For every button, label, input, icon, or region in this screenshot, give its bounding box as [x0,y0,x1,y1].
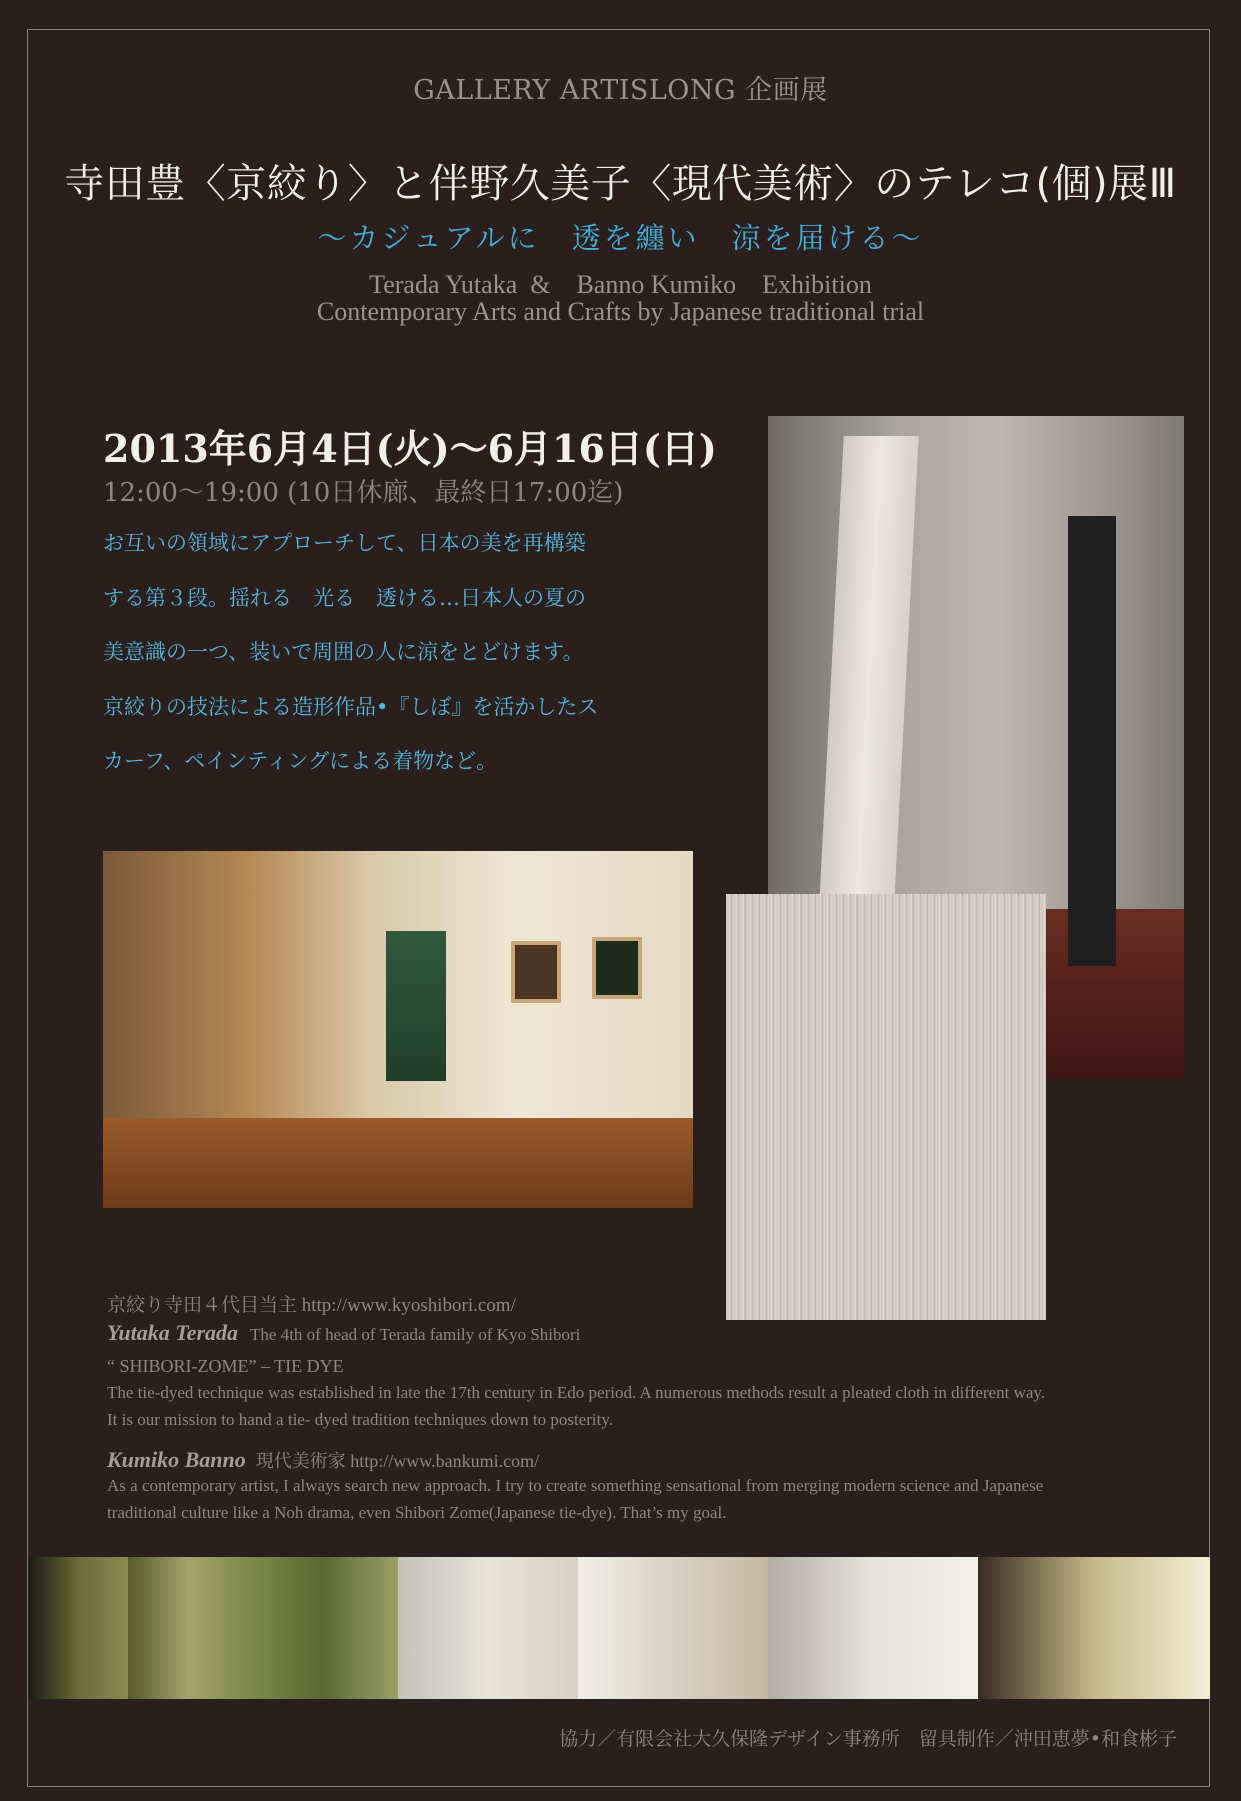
banno-heading [107,1447,539,1473]
english-title-line1: Terada Yutaka & Banno Kumiko Exhibition [369,270,872,299]
footer-credit: 協力／有限会社大久保隆デザイン事務所 留具制作／沖田恵夢•和食彬子 [559,1728,1177,1750]
terada-name: Yutaka Terada [107,1320,239,1345]
exhibition-date: 2013年6月4日(火)〜6月16日(日) [103,426,717,471]
fabric-closeup-photo [726,894,1046,1320]
banno-text: As a contemporary artist, I always search new approach. I try to create something sensational from merging modern science and Japanese [107,1476,1044,1495]
opening-hours: 12:00〜19:00 (10日休廊、最終日17:00迄) [103,478,624,508]
framed-artwork [511,941,561,1003]
gallery-interior-photo [103,851,693,1208]
description-line: する第３段。揺れる 光る 透ける…日本人の夏の [103,585,586,610]
description [103,516,683,789]
photo-strip [28,1557,1210,1699]
framed-artwork [592,937,642,999]
strip-photo [248,1557,398,1699]
exhibition-title: 寺田豊〈京絞り〉と伴野久美子〈現代美術〉のテレコ(個)展Ⅲ [64,161,1177,207]
exhibition-subtitle: 〜カジュアルに 透を纏い 涼を届ける〜 [317,221,924,255]
english-title-line2: Contemporary Arts and Crafts by Japanese traditional trial [316,297,925,326]
terada-text: The tie-dyed technique was established in late the 17th century in Edo period. A numerous methods result a pleated cloth in different way. [107,1383,1046,1402]
description-line: 美意識の一つ、装いで周囲の人に涼をとどけます。 [103,640,584,664]
banno-name: Kumiko Banno [107,1447,246,1472]
banno-jp-info: 現代美術家 http://www.bankumi.com/ [255,1451,540,1471]
strip-photo [978,1557,1210,1699]
terada-craft: “ SHIBORI-ZOME” – TIE DYE [107,1356,344,1376]
strip-photo [28,1557,128,1699]
strip-photo [398,1557,578,1699]
description-line: お互いの領域にアプローチして、日本の美を再構築 [103,531,586,555]
terada-role: The 4th of head of Terada family of Kyo Shibori [250,1325,581,1344]
strip-photo [578,1557,768,1699]
kimono-artwork [386,931,446,1081]
gallery-heading: GALLERY ARTISLONG 企画展 [413,75,828,106]
strip-photo [768,1557,978,1699]
terada-text: It is our mission to hand a tie- dyed tradition techniques down to posterity. [107,1410,613,1429]
terada-heading [107,1320,580,1346]
photo-floor [103,1118,693,1208]
description-line: カーフ、ペインティングによる着物など。 [103,749,498,773]
banno-text: traditional culture like a Noh drama, even Shibori Zome(Japanese tie-dye). That’s my goal. [107,1503,727,1522]
black-cloth [1068,516,1116,966]
strip-photo [128,1557,248,1699]
terada-jp-info: 京絞り寺田４代目当主 http://www.kyoshibori.com/ [107,1295,516,1316]
description-line: 京絞りの技法による造形作品•『しぼ』を活かしたス [103,694,599,719]
